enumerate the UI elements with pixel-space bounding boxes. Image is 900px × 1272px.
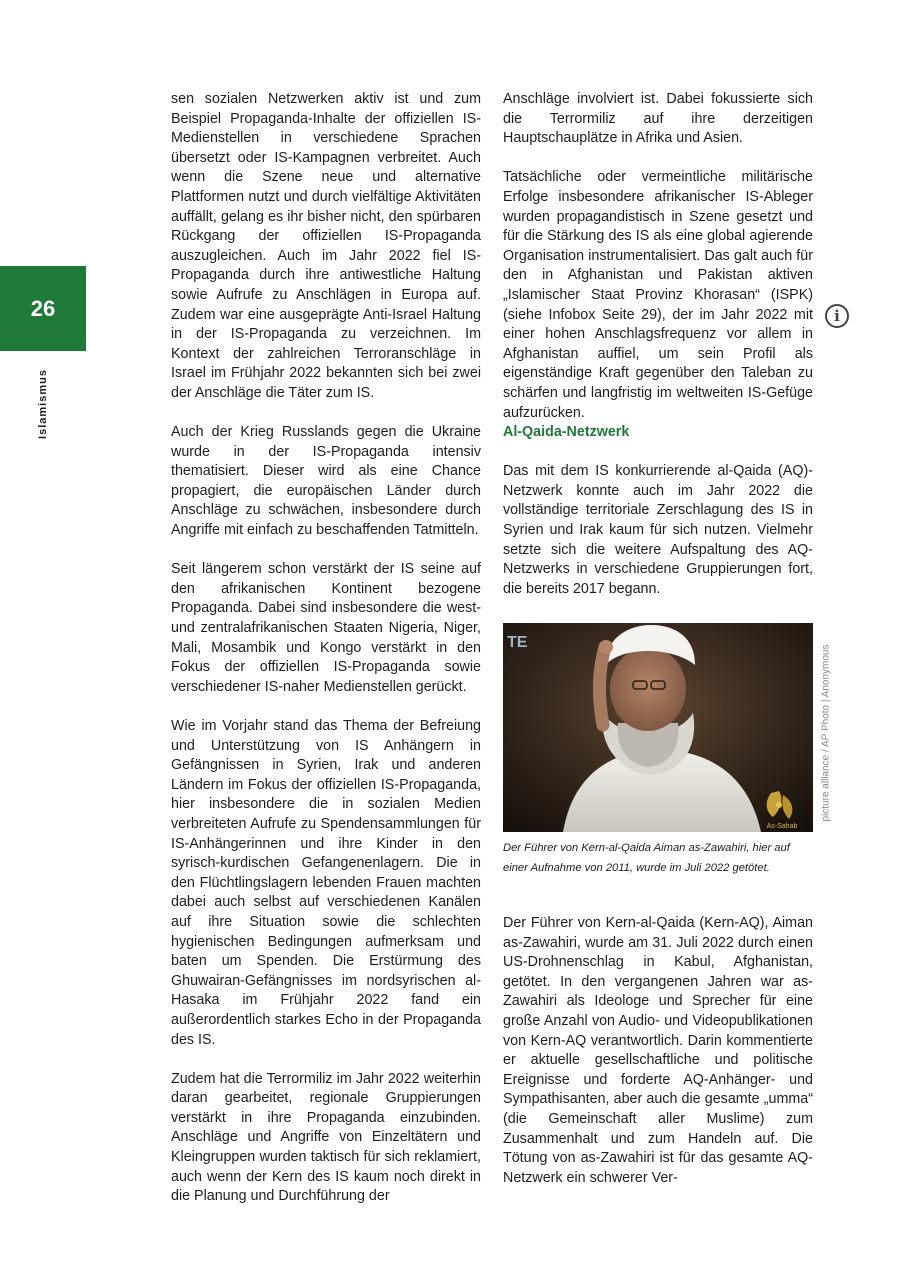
photo-illustration [503, 623, 813, 832]
left-paragraph-4: Wie im Vorjahr stand das Thema der Befreiung und Unterstützung von IS Anhängern in Gefängnissen in Syrien, Irak und anderen Ländern im Fokus der offiziellen IS-Propaganda, hier insbesondere die in sozialen Medien verbreiteten Aufrufe zu Spendensammlungen für IS-Anhängerinnen und ihre Kinder in den syrisch-kurdischen Gefangenenlagern. Die in den Flüchtlingslagern lebenden Frauen machten dabei auch selbst auf verschiedenen Kanälen auf ihre Situation sowie die schlechten hygienischen Bedingungen aufmerksam und baten um Spenden. Die Erstürmung des Ghuwairan-Gefängnisses im nordsyrischen al-Hasaka im Frühjahr 2022 fand ein außerordentlich starkes Echo in der Propaganda des IS. [171, 718, 481, 1048]
page-number-tab [0, 266, 86, 351]
as-sahab-logo-text: As-Sahab [766, 823, 798, 830]
left-paragraph-1: sen sozialen Netzwerken aktiv ist und zum Beispiel Propaganda-Inhalte der offiziellen IS-Medienstellen in verschiedene Sprachen übersetzt oder IS-Kampagnen verbreitet. Auch wenn die Szene neue und alternative Plattformen nutzt und durch vielfältige Aktivitäten auffällt, gelang es ihr bisher nicht, den spürbaren Rückgang der offiziellen IS-Propaganda auszugleichen. Auch im Jahr 2022 fiel IS-Propaganda durch ihre antiwestliche Haltung sowie Aufrufe zu Anschlägen in Europa auf. Zudem war eine ausgeprägte Anti-Israel Haltung in der IS-Propaganda zu verzeichnen. Im Kontext der zahlreichen Terroranschläge in Israel im Frühjahr 2022 bekannten sich bei zwei der Anschläge die Täter zum IS. [171, 91, 481, 401]
left-paragraph-3: Seit längerem schon verstärkt der IS seine auf den afrikanischen Kontinent bezogene Propaganda. Dabei sind insbesondere die west-und zentralafrikanischen Staaten Nigeria, Niger, Mali, Mosambik und Kongo verstärkt in den Fokus der offiziellen IS-Propaganda sowie verschiedener IS-naher Medienstellen gerückt. [171, 561, 481, 695]
right-paragraph-4: Der Führer von Kern-al-Qaida (Kern-AQ), Aiman as-Zawahiri, wurde am 31. Juli 2022 durch einen US-Drohnenschlag in Kabul, Afghanistan, getötet. In den vergangenen Jahren war as-Zawahiri als Ideologe und Sprecher für eine große Anzahl von Audio- und Videopublikationen von Kern-AQ verantwortlich. Darin kommentierte er aktuelle gesellschaftliche und politische Ereignisse und forderte AQ-Anhänger- und Sympathisanten, aber auch die gesamte „umma“ (die Gemeinschaft aller Muslime) zum Zusammenhalt und zum Handeln auf. Die Tötung von as-Zawahiri ist für das gesamte AQ-Netzwerk ein schwerer Ver- [503, 915, 813, 1186]
left-paragraph-5: Zudem hat die Terrormiliz im Jahr 2022 weiterhin daran gearbeitet, regionale Gruppierungen verstärkt in ihre Propaganda einzubinden. Anschläge und Angriffe von Einzeltätern und Kleingruppen wurden taktisch für sich reklamiert, auch wenn der Kern des IS kaum noch direkt in die Planung und Durchführung der [171, 1070, 481, 1205]
right-paragraph-1: Anschläge involviert ist. Dabei fokussierte sich die Terrormiliz auf ihre derzeitigen Hauptschauplätze in Afrika und Asien. [503, 91, 813, 147]
photo-caption: Der Führer von Kern-al-Qaida Aiman as-Zawahiri, hier auf einer Aufnahme von 2011, wurde im Juli 2022 getötet. [503, 842, 790, 874]
photo-zawahiri [503, 623, 813, 832]
page-number: 26 [30, 295, 56, 321]
right-column-bottom [503, 914, 813, 1188]
right-paragraph-3: Das mit dem IS konkurrierende al-Qaida (AQ)-Netzwerk konnte auch im Jahr 2022 die vollständige territoriale Zerschlagung des IS in Syrien und Irak kaum für sich nutzen. Vielmehr setzte sich die weitere Aufspaltung des AQ-Netzwerks in verschiedene Gruppierungen fort, die bereits 2017 begann. [503, 463, 813, 597]
photo-corner-text: TE [507, 634, 528, 651]
section-heading-al-qaida: Al-Qaida-Netzwerk [503, 424, 630, 441]
left-column [171, 90, 481, 1207]
right-column [503, 90, 813, 599]
info-icon: i [825, 304, 849, 328]
section-label: Islamismus [37, 369, 49, 439]
right-paragraph-2: Tatsächliche oder vermeintliche militärische Erfolge insbesondere afrikanischer IS-Ableger wurden propagandistisch in Szene gesetzt und für die Stärkung des IS als eine global agierende Organisation instrumentalisiert. Das galt auch für den in Afghanistan und Pakistan aktiven „Islamischer Staat Provinz Khorasan“ (ISPK) (siehe Infobox Seite 29), der im Jahr 2022 mit einer hohen Anschlagsfrequenz vor allem in Afghanistan auffiel, um sein Profil als eigenständige Kraft gegenüber den Taleban zu schärfen und langfristig im weltweiten IS-Gefüge aufzurücken. [503, 169, 813, 421]
left-paragraph-2: Auch der Krieg Russlands gegen die Ukraine wurde in der IS-Propaganda intensiv thematisiert. Dieser wird als eine Chance propagiert, die europäischen Länder durch Anschläge zu schwächen, insbesondere durch Angriffe mit einfach zu beschaffenden Tatmitteln. [171, 424, 481, 539]
photo-credit: picture alliance / AP Photo | Anonymous [820, 644, 832, 822]
